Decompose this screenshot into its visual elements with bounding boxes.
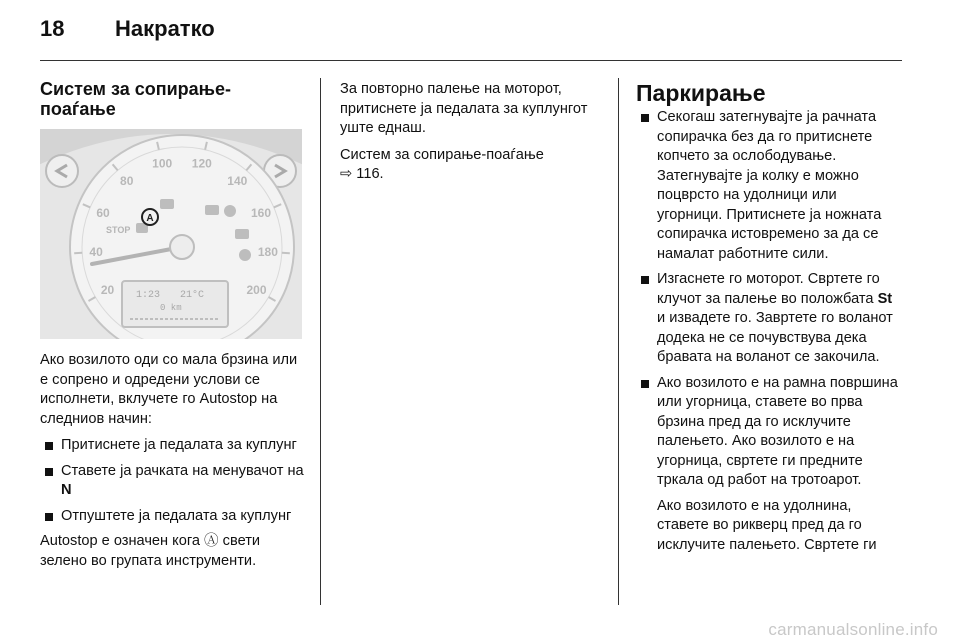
speed-tick-label: 80 <box>120 174 134 189</box>
page-number: 18 <box>40 16 65 41</box>
speed-tick-mark <box>74 253 82 254</box>
list-item-continuation: Ако возилото е на удолнина, ставете во рикверц пред да го исклучите палењето. Свртете ги <box>657 497 877 553</box>
section-heading-parking: Паркирање <box>636 80 766 106</box>
list-item: Притиснете ја педалата за куплунг <box>40 436 305 456</box>
instrument-cluster-svg <box>40 129 302 339</box>
speed-tick-label: 180 <box>257 245 278 259</box>
column-divider-right <box>618 78 619 605</box>
lcd-temperature: 21°C <box>180 290 205 301</box>
section-heading-start-stop: Систем за сопирање-поаѓање <box>40 79 231 119</box>
autostop-indicator-note: Autostop е означен кога Ⓐ свети зелено во групата инструменти. <box>40 533 261 569</box>
restart-instruction: За повторно палење на моторот, притиснете ја педалата за куплунгот уште еднаш. <box>340 81 588 136</box>
left-column <box>40 80 305 578</box>
column-divider-left <box>320 78 321 605</box>
list-item: Ако возилото е на рамна површина или угорница, ставете во прва брзина пред да го исклучите палењето. Ако возилото е на угорница, свртете ги предните тркала од работ на тротоарот. Ако возилото е на удолнина, ставете во рикверц пред да го исклучите палењето. Свртете ги <box>636 374 904 556</box>
lcd-time: 1:23 <box>136 290 161 301</box>
parking-steps <box>636 108 904 555</box>
speed-tick-label: 60 <box>96 205 110 220</box>
right-column <box>636 80 904 561</box>
speed-tick-label: 120 <box>191 156 212 171</box>
start-stop-intro: Ако возилото оди со мала брзина или е сопрено и одредени услови се исполнети, вклучете го Autostop на следниов начин: <box>40 352 298 427</box>
page-reference-link[interactable]: 116. <box>356 166 384 182</box>
start-stop-steps <box>40 436 305 526</box>
list-item: Секогаш затегнувајте ја рачната сопирачка без да го притиснете копчето за ослободување. Затегнувајте ја колку е можно поцврсто на удолници или угорници. Притиснете ја ножната сопирачка истовремено за да се намалат работните сили. <box>636 108 904 264</box>
page-title: Накратко <box>115 16 215 41</box>
autostop-lamp-glyph: A <box>146 213 154 224</box>
page-reference-arrow-icon: ⇨ <box>340 166 353 182</box>
autostop-icon: Ⓐ <box>204 533 219 549</box>
speed-tick-label: 20 <box>100 283 115 297</box>
list-item: Изгаснете го моторот. Свртете го клучот за палење во положбата St и извадете го. Завртете го воланот додека не се почувствува дека бравата на воланот се закочила. <box>636 270 904 368</box>
middle-column <box>340 80 598 192</box>
stop-lamp-label: STOP <box>106 225 131 235</box>
lcd-distance: 0 km <box>160 303 182 313</box>
speed-tick-mark <box>282 253 290 254</box>
list-item: Отпуштете ја педалата за куплунг <box>40 507 305 527</box>
speed-tick-label: 140 <box>227 174 248 189</box>
watermark: carmanualsonline.info <box>768 620 938 639</box>
instrument-cluster-illustration <box>40 129 302 339</box>
cross-reference: Систем за сопирање-поаѓање ⇨ 116. <box>340 146 544 182</box>
speed-tick-label: 100 <box>152 156 173 171</box>
header-rule <box>40 60 902 61</box>
list-item: Ставете ја рачката на менувачот на N <box>40 462 305 501</box>
speed-tick-label: 160 <box>250 205 272 220</box>
speed-tick-label: 40 <box>89 245 103 259</box>
speed-tick-label: 200 <box>246 283 267 297</box>
